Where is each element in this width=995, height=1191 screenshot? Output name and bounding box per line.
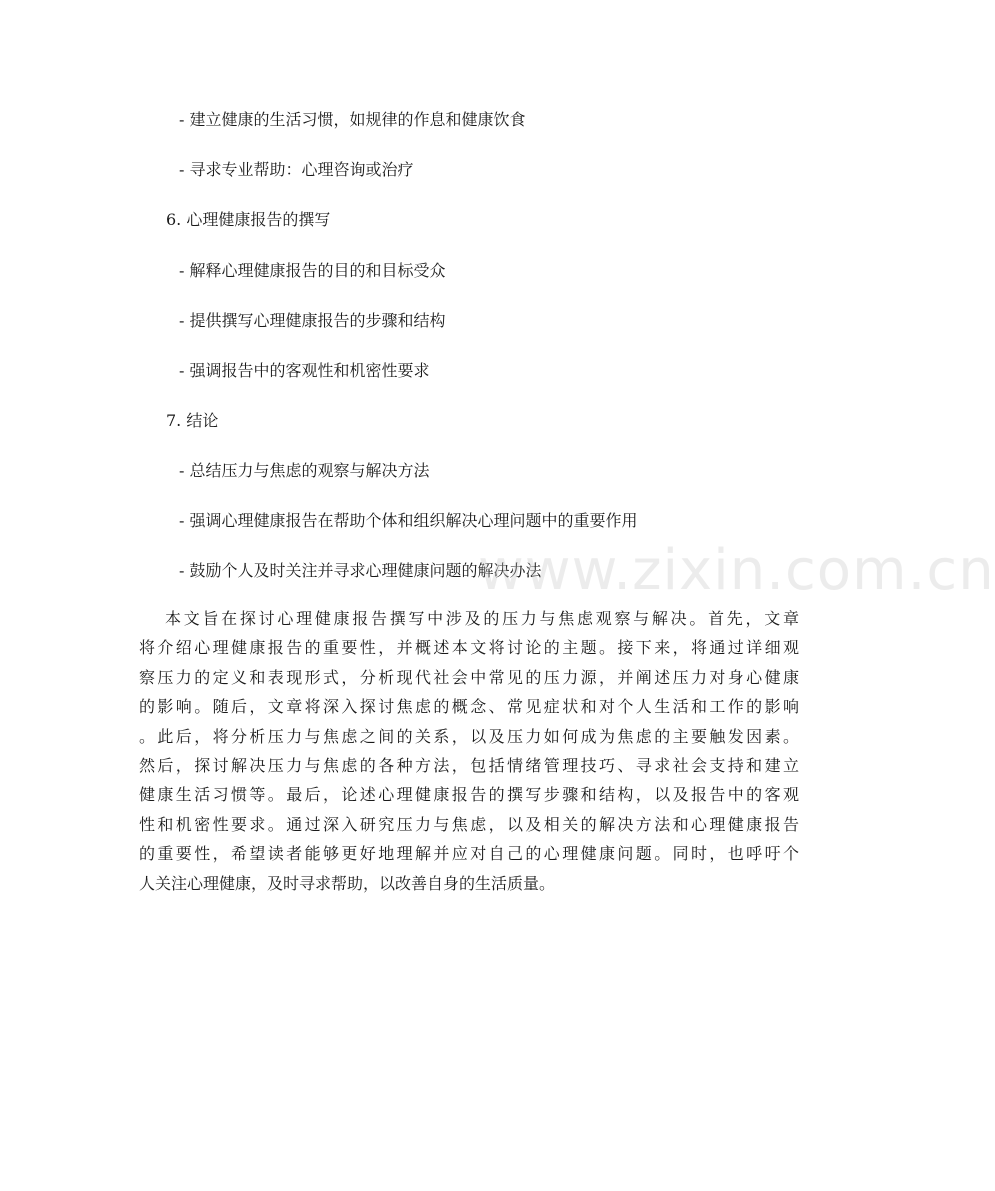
list-item: - 解释心理健康报告的目的和目标受众 — [179, 261, 446, 280]
list-item: - 强调报告中的客观性和机密性要求 — [179, 361, 430, 380]
list-item: - 强调心理健康报告在帮助个体和组织解决心理问题中的重要作用 — [179, 511, 638, 530]
paragraph-line: 然后，探讨解决压力与焦虑的各种方法，包括情绪管理技巧、寻求社会支持和建立 — [139, 756, 799, 776]
paragraph-line: 的影响。随后，文章将深入探讨焦虑的概念、常见症状和对个人生活和工作的影响 — [139, 697, 799, 717]
paragraph-line: 性和机密性要求。通过深入研究压力与焦虑，以及相关的解决方法和心理健康报告 — [139, 814, 799, 834]
list-item: - 建立健康的生活习惯，如规律的作息和健康饮食 — [179, 110, 526, 129]
list-item: - 提供撰写心理健康报告的步骤和结构 — [179, 311, 446, 330]
paragraph-line: 本文旨在探讨心理健康报告撰写中涉及的压力与焦虑观察与解决。首先，文章 — [165, 609, 799, 628]
list-item: - 鼓励个人及时关注并寻求心理健康问题的解决办法 — [179, 561, 542, 580]
paragraph-line: 。此后，将分析压力与焦虑之间的关系，以及压力如何成为焦虑的主要触发因素。 — [139, 726, 799, 746]
paragraph-line: 健康生活习惯等。最后，论述心理健康报告的撰写步骤和结构，以及报告中的客观 — [139, 785, 799, 805]
paragraph-line: 将介绍心理健康报告的重要性，并概述本文将讨论的主题。接下来，将通过详细观 — [139, 638, 799, 658]
section-heading-6: 6. 心理健康报告的撰写 — [166, 210, 331, 229]
paragraph-line: 察压力的定义和表现形式，分析现代社会中常见的压力源，并阐述压力对身心健康 — [139, 667, 799, 687]
summary-paragraph — [139, 604, 799, 898]
section-heading-7: 7. 结论 — [166, 411, 219, 430]
list-item: - 总结压力与焦虑的观察与解决方法 — [179, 461, 430, 480]
watermark: www.zixin.com.cn — [478, 538, 995, 603]
paragraph-line: 的重要性，希望读者能够更好地理解并应对自己的心理健康问题。同时，也呼吁个 — [139, 844, 799, 864]
list-item: - 寻求专业帮助：心理咨询或治疗 — [179, 160, 414, 179]
paragraph-line: 人关注心理健康，及时寻求帮助，以改善自身的生活质量。 — [139, 873, 556, 893]
